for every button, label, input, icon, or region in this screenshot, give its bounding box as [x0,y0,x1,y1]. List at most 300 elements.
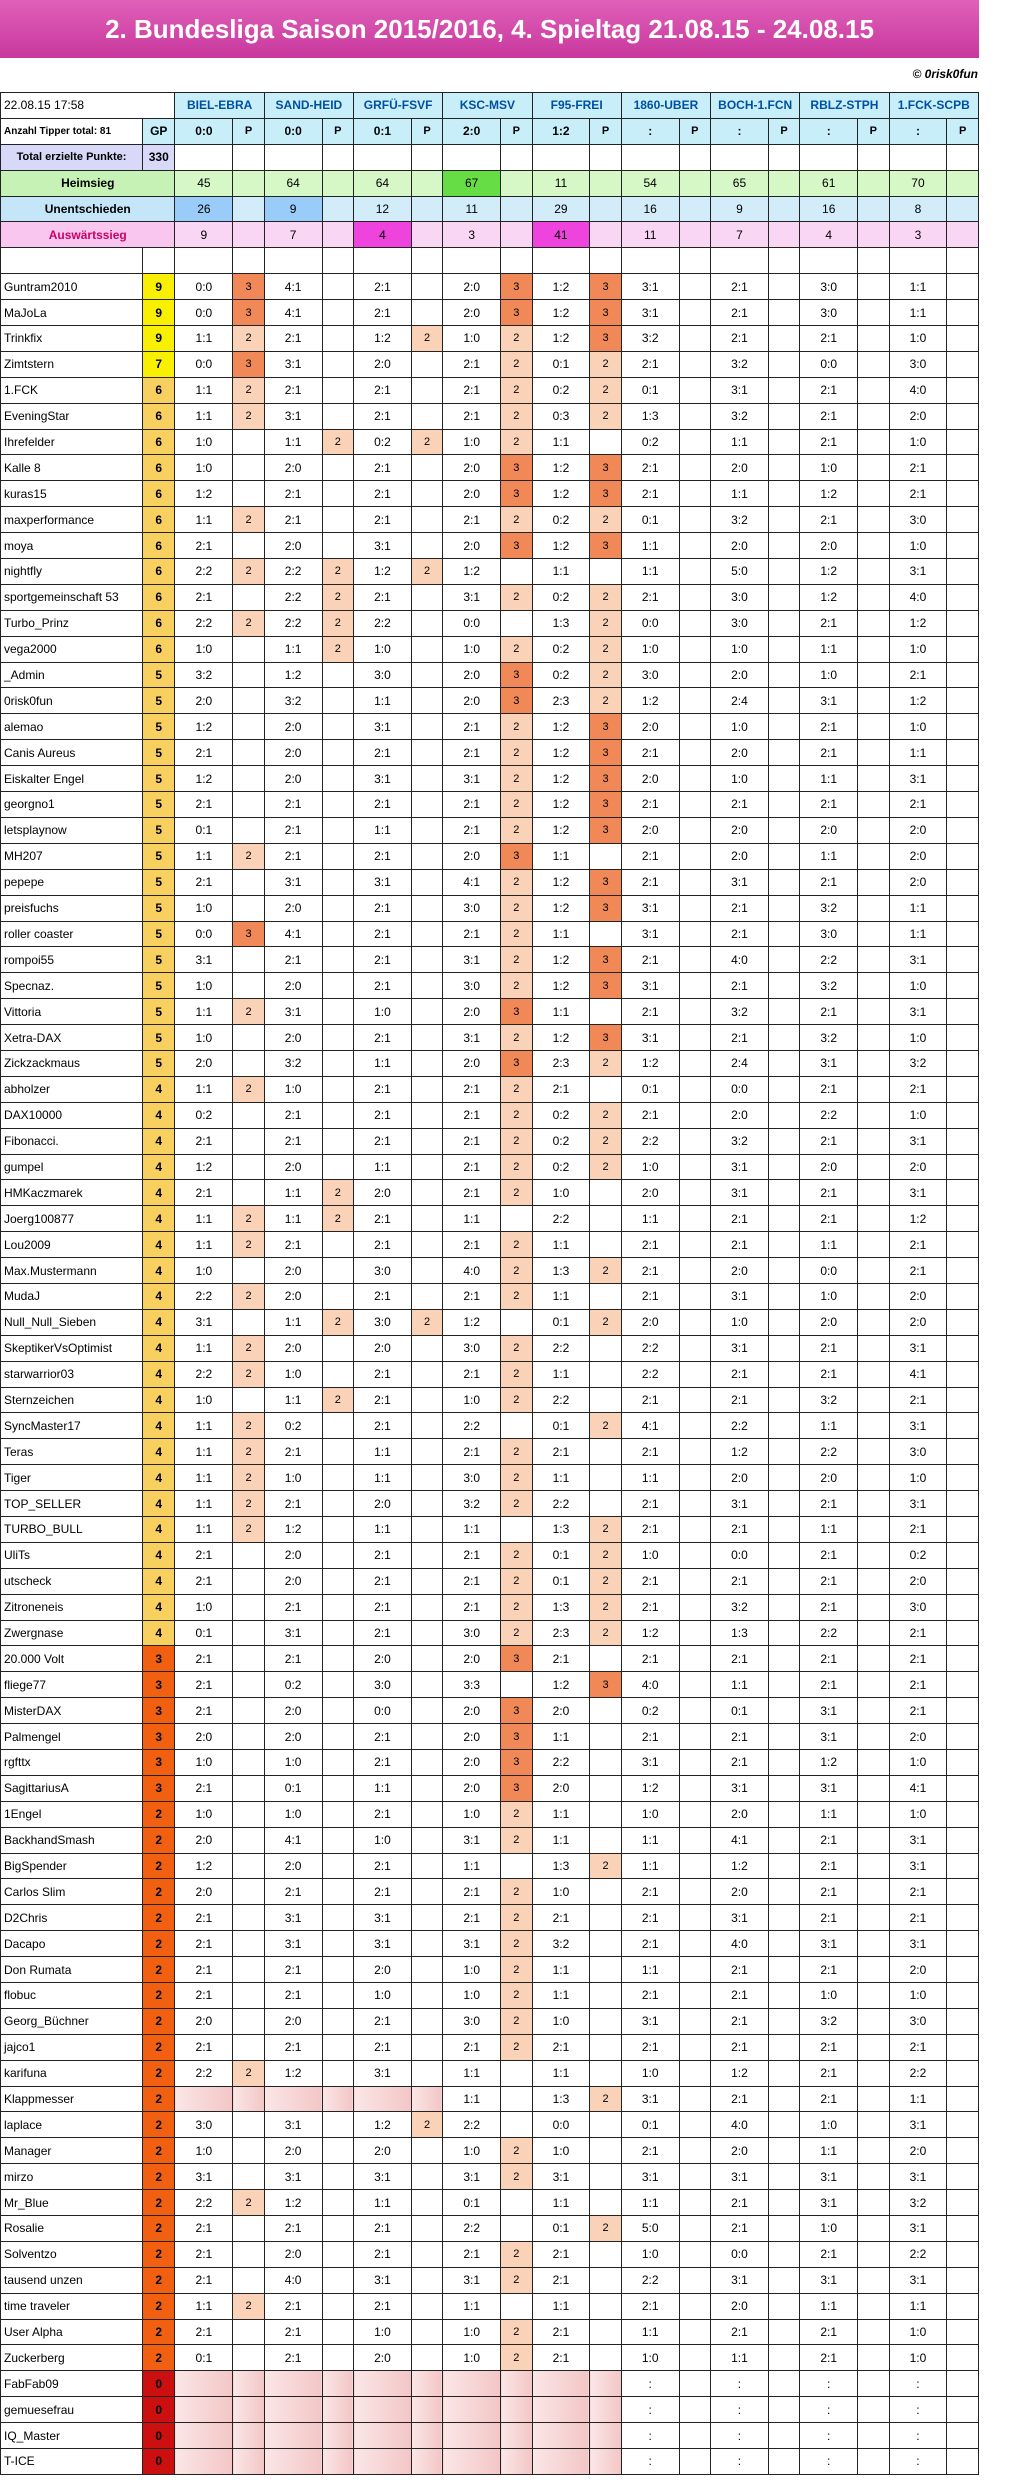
player-points: 2 [501,636,532,662]
player-name: Teras [1,1439,143,1465]
player-tip [443,2449,501,2475]
player-points [947,377,979,403]
player-tip: 1:1 [175,507,233,533]
player-tip: 2:1 [532,2267,590,2293]
separator-cell [233,248,264,274]
player-points [233,1853,264,1879]
player-points [411,1879,442,1905]
player-points [411,1724,442,1750]
player-tip: 2:1 [621,999,679,1025]
player-tip: 3:2 [264,1050,322,1076]
stat-spacer [411,170,442,196]
player-points: 3 [501,662,532,688]
player-gp: 4 [143,1542,175,1568]
player-row [1,1957,979,1983]
player-tip: 2:1 [175,2319,233,2345]
player-points: 2 [501,2164,532,2190]
player-gp: 9 [143,274,175,300]
player-points [411,1050,442,1076]
player-points [679,1154,710,1180]
player-points [590,2423,621,2449]
player-tip: 3:2 [800,973,858,999]
player-points [679,1542,710,1568]
player-points [322,2060,353,2086]
player-points: 2 [411,429,442,455]
player-tip: 1:1 [354,2190,412,2216]
player-gp: 5 [143,714,175,740]
player-gp: 6 [143,403,175,429]
player-tip: 3:1 [711,1180,769,1206]
player-tip: 3:1 [264,869,322,895]
empty-cell [322,144,353,170]
player-points [233,1931,264,1957]
empty-cell [947,144,979,170]
player-tip: 2:1 [443,792,501,818]
player-tip: 2:0 [711,2138,769,2164]
player-tip: 2:0 [443,455,501,481]
player-points [411,1594,442,1620]
player-points [768,429,799,455]
player-points [322,2112,353,2138]
player-row [1,999,979,1025]
player-tip: 3:0 [443,2008,501,2034]
player-tip: 3:1 [354,533,412,559]
player-points: 2 [501,1827,532,1853]
player-gp: 4 [143,1465,175,1491]
player-tip: 4:1 [889,1775,947,1801]
player-tip: 2:1 [443,1439,501,1465]
player-points [947,2267,979,2293]
player-points: 2 [501,1957,532,1983]
player-tip: 0:2 [532,1102,590,1128]
player-points [411,2034,442,2060]
player-tip: 2:1 [711,2086,769,2112]
player-points [947,1516,979,1542]
player-points: 2 [501,1258,532,1284]
player-tip: 1:1 [443,2293,501,2319]
player-name: rgfttx [1,1750,143,1776]
player-tip: 2:1 [354,792,412,818]
player-tip: 3:0 [443,1335,501,1361]
player-points [233,688,264,714]
player-name: letsplaynow [1,817,143,843]
player-points: 2 [501,2138,532,2164]
player-tip: 0:1 [443,2190,501,2216]
player-tip: 2:0 [264,766,322,792]
player-tip: 2:0 [889,1568,947,1594]
player-tip [532,2449,590,2475]
player-points [858,1905,889,1931]
stat-value: 64 [354,170,412,196]
player-points [858,2371,889,2397]
player-points: 2 [501,326,532,352]
player-points [590,1983,621,2009]
player-tip: 1:1 [354,1465,412,1491]
player-points: 2 [590,403,621,429]
player-tip: 1:3 [532,2086,590,2112]
player-tip: 3:0 [711,584,769,610]
player-row [1,1491,979,1517]
player-tip: 2:2 [264,610,322,636]
player-tip: 3:1 [800,1724,858,1750]
player-tip: 3:1 [711,377,769,403]
player-tip: 2:1 [443,740,501,766]
player-points [768,1775,799,1801]
player-tip: 0:2 [889,1542,947,1568]
player-points [947,2060,979,2086]
player-tip: 2:1 [264,1957,322,1983]
player-tip: 2:1 [621,1232,679,1258]
separator-cell [143,248,175,274]
player-points [947,2345,979,2371]
player-points [590,1775,621,1801]
tip-table [0,92,979,2475]
player-tip: 2:1 [354,1724,412,1750]
player-points [858,559,889,585]
player-points [411,817,442,843]
player-points: 3 [590,947,621,973]
player-name: alemao [1,714,143,740]
player-points [858,2034,889,2060]
player-points: 2 [590,507,621,533]
player-row [1,662,979,688]
player-tip: 2:1 [354,1853,412,1879]
player-points: 2 [590,1102,621,1128]
player-row [1,455,979,481]
stat-spacer [411,196,442,222]
player-gp: 2 [143,1827,175,1853]
player-points [501,2112,532,2138]
player-tip: 2:1 [264,2319,322,2345]
player-points: 2 [501,1568,532,1594]
stat-spacer [679,196,710,222]
player-tip: 3:1 [621,274,679,300]
player-points [679,1128,710,1154]
player-tip: 1:0 [800,1283,858,1309]
player-tip: 2:0 [264,1335,322,1361]
player-gp: 2 [143,1957,175,1983]
player-gp: 2 [143,1931,175,1957]
player-points [947,1309,979,1335]
player-points [322,1025,353,1051]
player-points [768,584,799,610]
player-tip: 3:1 [354,869,412,895]
player-tip: 3:1 [354,1905,412,1931]
player-tip: 0:0 [532,2112,590,2138]
player-points [679,2267,710,2293]
player-points: 3 [590,740,621,766]
player-points [858,2267,889,2293]
player-points [947,1439,979,1465]
player-gp: 4 [143,1594,175,1620]
player-tip: 1:1 [532,999,590,1025]
player-gp: 6 [143,429,175,455]
player-tip: 2:1 [354,1750,412,1776]
player-name: Manager [1,2138,143,2164]
player-tip: 3:1 [443,1827,501,1853]
player-tip: 2:1 [354,1801,412,1827]
player-points [947,1827,979,1853]
player-points [411,2138,442,2164]
player-points: 3 [590,817,621,843]
player-points [411,2267,442,2293]
player-points [947,2319,979,2345]
player-points [590,1827,621,1853]
player-points [322,1750,353,1776]
player-tip: 2:0 [711,2293,769,2319]
player-points [411,714,442,740]
player-row [1,2319,979,2345]
stat-value: 7 [264,222,322,248]
player-points [858,377,889,403]
player-points [947,1879,979,1905]
player-tip: 3:0 [800,300,858,326]
player-name: Solventzo [1,2241,143,2267]
player-tip: 2:0 [711,1102,769,1128]
player-points [679,1232,710,1258]
player-tip: 2:1 [443,817,501,843]
player-points: 2 [501,1076,532,1102]
player-points [679,1283,710,1309]
player-points [679,740,710,766]
player-points [411,2060,442,2086]
player-gp: 5 [143,843,175,869]
empty-cell [800,144,858,170]
player-row [1,1775,979,1801]
player-name: karifuna [1,2060,143,2086]
player-tip: : [621,2371,679,2397]
player-gp: 2 [143,1853,175,1879]
player-points [947,610,979,636]
player-tip: 2:1 [621,1283,679,1309]
player-tip: 2:1 [621,455,679,481]
player-tip: 2:1 [354,300,412,326]
player-tip: 2:1 [621,1931,679,1957]
player-points [768,921,799,947]
player-tip: 2:1 [443,507,501,533]
player-tip: 2:1 [800,2319,858,2345]
player-points [858,662,889,688]
player-row [1,1025,979,1051]
player-tip: 3:1 [175,1309,233,1335]
player-points [322,533,353,559]
player-tip: 2:1 [800,429,858,455]
stat-spacer [590,222,621,248]
player-points: 2 [590,377,621,403]
player-points [233,662,264,688]
player-name: Canis Aureus [1,740,143,766]
player-gp: 6 [143,636,175,662]
player-tip: 1:1 [800,1413,858,1439]
stat-spacer [411,222,442,248]
stat-spacer [858,222,889,248]
player-gp: 5 [143,817,175,843]
player-tip: 0:1 [175,2345,233,2371]
player-points [679,300,710,326]
player-points: 2 [590,662,621,688]
player-name: MH207 [1,843,143,869]
player-tip: 1:2 [532,869,590,895]
player-gp: 4 [143,1387,175,1413]
player-points [411,1335,442,1361]
player-tip: 2:1 [889,1698,947,1724]
player-name: Zwergnase [1,1620,143,1646]
player-gp: 6 [143,377,175,403]
player-tip: 1:2 [800,584,858,610]
player-row [1,1232,979,1258]
player-points [501,2449,532,2475]
player-gp: 5 [143,999,175,1025]
player-name: MisterDAX [1,1698,143,1724]
player-points [947,326,979,352]
player-tip: 2:0 [711,455,769,481]
player-row [1,2423,979,2449]
player-row [1,2060,979,2086]
player-points [411,636,442,662]
player-points [501,1206,532,1232]
player-points [233,636,264,662]
player-points [411,403,442,429]
player-tip: 3:1 [800,1775,858,1801]
player-gp: 6 [143,481,175,507]
player-tip: 2:1 [800,610,858,636]
player-tip: 0:1 [175,1620,233,1646]
player-tip: 1:1 [175,326,233,352]
player-points [233,2319,264,2345]
player-points [322,2008,353,2034]
player-tip: 2:0 [264,1853,322,1879]
player-points: 2 [501,1931,532,1957]
player-points [411,610,442,636]
player-tip: 1:0 [443,2319,501,2345]
stat-row-ausw [1,222,979,248]
player-points [947,584,979,610]
player-points [947,403,979,429]
player-points [411,1102,442,1128]
empty-cell [175,144,233,170]
player-row [1,1516,979,1542]
player-tip: 3:1 [800,2190,858,2216]
player-name: Tiger [1,1465,143,1491]
player-points [768,1750,799,1776]
player-row [1,1335,979,1361]
player-points [858,2319,889,2345]
player-points [768,740,799,766]
player-points [858,1672,889,1698]
player-points: 2 [501,507,532,533]
player-tip: 0:1 [532,351,590,377]
separator-cell [621,248,679,274]
player-points [768,1827,799,1853]
player-points [322,1413,353,1439]
empty-cell [711,144,769,170]
player-points: 2 [322,1180,353,1206]
player-points [947,1335,979,1361]
player-points [768,1905,799,1931]
player-points [322,1232,353,1258]
player-tip: 0:1 [621,2112,679,2138]
player-points [233,740,264,766]
player-tip: 1:0 [889,326,947,352]
player-tip: 1:0 [800,2112,858,2138]
player-points [590,1206,621,1232]
tipper-count: Anzahl Tipper total: 81 [1,118,143,144]
player-gp: 2 [143,2138,175,2164]
player-tip: : [800,2371,858,2397]
player-points [768,636,799,662]
player-tip: 1:2 [621,688,679,714]
player-points [858,2190,889,2216]
player-points: 3 [501,688,532,714]
player-name: Joerg100877 [1,1206,143,1232]
player-points [858,636,889,662]
player-tip: 2:0 [264,2241,322,2267]
player-name: kuras15 [1,481,143,507]
player-tip: 2:2 [621,1335,679,1361]
player-name: SagittariusA [1,1775,143,1801]
player-tip [264,2449,322,2475]
player-tip: 1:2 [264,662,322,688]
player-tip: 3:1 [711,2164,769,2190]
player-tip: 2:1 [532,1076,590,1102]
player-tip: 3:1 [889,1335,947,1361]
game-result: : [889,118,947,144]
player-row [1,792,979,818]
player-tip: 2:1 [800,1206,858,1232]
player-tip: 1:2 [175,714,233,740]
player-tip: 2:0 [621,766,679,792]
player-points [322,300,353,326]
player-tip: 2:1 [354,1232,412,1258]
player-points [858,1154,889,1180]
player-points [233,766,264,792]
player-points [501,559,532,585]
player-tip: 1:0 [175,1750,233,1776]
stat-spacer [768,170,799,196]
player-points [947,973,979,999]
player-gp: 2 [143,2190,175,2216]
player-points [411,377,442,403]
player-points [322,869,353,895]
player-points [411,1801,442,1827]
player-points [947,947,979,973]
player-tip: 0:2 [532,584,590,610]
player-tip: 2:1 [175,1542,233,1568]
player-points [679,2397,710,2423]
empty-cell [679,144,710,170]
player-tip: 1:3 [621,403,679,429]
player-row [1,2371,979,2397]
player-points: 2 [322,610,353,636]
player-points [858,1983,889,2009]
player-row [1,740,979,766]
player-gp: 5 [143,740,175,766]
player-tip: 3:1 [443,584,501,610]
player-points: 3 [501,843,532,869]
player-tip: 2:1 [711,921,769,947]
player-tip: 2:1 [621,792,679,818]
player-points [322,2345,353,2371]
player-tip: 1:1 [175,1206,233,1232]
player-tip: 2:0 [264,714,322,740]
player-points [590,999,621,1025]
player-points [322,1335,353,1361]
player-points: 3 [501,274,532,300]
player-points [679,1724,710,1750]
player-name: abholzer [1,1076,143,1102]
player-points [768,1698,799,1724]
player-points [501,2293,532,2319]
